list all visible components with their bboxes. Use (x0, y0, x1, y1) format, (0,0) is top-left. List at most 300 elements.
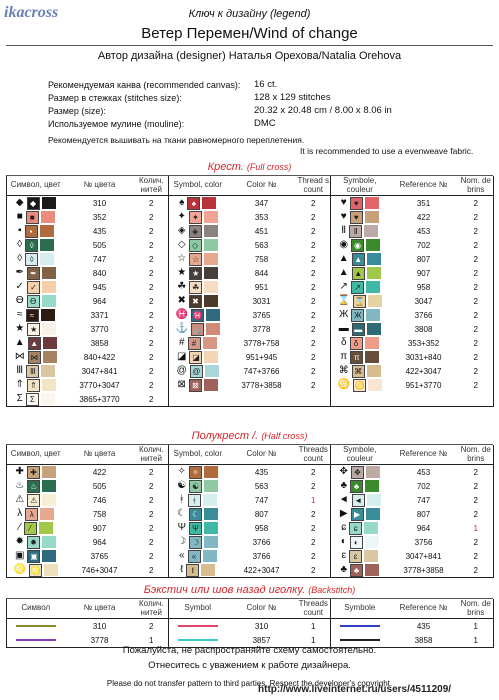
cross-header-sym: Символ, цвет (7, 176, 65, 196)
color-number-cell: 3047+841 (81, 366, 118, 376)
half-header-num: Color № (227, 445, 297, 465)
cross-row (7, 280, 494, 294)
stitch-symbol: ♓ (175, 309, 188, 321)
color-number-cell: 435 (416, 621, 431, 631)
boxed-symbol: ★ (189, 267, 202, 280)
symbol-cell (331, 364, 389, 378)
color-number-cell: 3858 (389, 633, 459, 648)
boxed-symbol: ✦ (189, 211, 202, 224)
symbol-cell (7, 224, 65, 238)
color-number-cell: 310 (92, 621, 107, 631)
boxed-symbol: ♣ (350, 480, 363, 493)
symbol-cell (7, 392, 65, 407)
color-swatch (40, 508, 54, 520)
thread-count-cell: 1 (297, 633, 331, 648)
stitch-symbol: ▣ (15, 550, 25, 562)
stitch-symbol: ◊ (17, 253, 23, 265)
symbol-cell (7, 280, 65, 294)
color-swatch (364, 225, 378, 237)
color-swatch (42, 550, 56, 562)
color-swatch (201, 564, 215, 576)
symbol-cell (169, 266, 227, 280)
symbol-cell (169, 350, 227, 364)
stitch-symbol: ♣ (340, 480, 348, 492)
half-row (7, 563, 494, 578)
boxed-symbol: ✚ (27, 466, 40, 479)
boxed-symbol: ★ (27, 323, 40, 336)
color-swatch (366, 466, 380, 478)
cross-header-sym: Symbol, color (169, 176, 227, 196)
symbol-cell (331, 308, 389, 322)
symbol-cell (169, 465, 227, 480)
symbol-cell (7, 549, 65, 563)
symbol-cell (7, 252, 65, 266)
info-value-size-stitches: 128 x 129 stitches (254, 92, 331, 103)
stitch-symbol: δ (340, 337, 347, 349)
thread-count-cell: 2 (297, 350, 331, 364)
color-number-cell: 3371 (90, 310, 109, 320)
half-header-num: Reference № (389, 445, 459, 465)
boxed-symbol: ♣ (350, 564, 363, 577)
color-number-cell: 758 (92, 509, 107, 519)
color-number-cell: 505 (92, 240, 107, 250)
color-number-cell: 840+422 (83, 352, 116, 362)
half-header-sym: Symbole, couleur (331, 445, 389, 465)
backstitch-line-cell (7, 619, 65, 634)
symbol-cell (7, 210, 65, 224)
half-section-title: Полукрест /. (Half cross) (191, 430, 308, 442)
stitch-symbol: ✖ (177, 295, 186, 307)
color-number-cell: 746+3047 (65, 563, 135, 578)
boxed-symbol: # (188, 337, 201, 350)
thread-count-cell: 2 (135, 563, 169, 578)
half-cross-table (6, 445, 494, 578)
boxed-symbol: ◆ (27, 197, 40, 210)
thread-count-cell (459, 392, 494, 407)
thread-count-cell: 2 (135, 364, 169, 378)
symbol-cell (7, 563, 65, 578)
stitch-symbol: ♥ (340, 211, 347, 223)
footer-en: Please do not transfer pattern to third parties. Respect the developer's copyright. (106, 679, 393, 688)
stitch-symbol: ■ (16, 211, 23, 223)
thread-count-cell: 2 (297, 364, 331, 378)
ikacross-logo: ikacross (4, 4, 59, 21)
color-swatch (365, 536, 379, 548)
cross-row (7, 266, 494, 280)
color-number-cell: 958 (416, 282, 431, 292)
boxed-symbol: λ (25, 508, 38, 521)
thread-count-cell: 2 (297, 535, 331, 549)
half-header-num: № цвета (65, 445, 135, 465)
thread-count-cell: 2 (297, 294, 331, 308)
symbol-cell (331, 294, 389, 308)
color-number-cell: 951+3770 (405, 380, 442, 390)
boxed-symbol: ☘ (189, 281, 202, 294)
color-number-cell: 453 (416, 226, 431, 236)
thread-count-cell: 2 (459, 563, 494, 578)
boxed-symbol: ✧ (189, 466, 202, 479)
color-number-cell: 3770+3047 (79, 380, 120, 390)
info-value-mouline: DMC (254, 118, 276, 129)
color-swatch (205, 365, 219, 377)
symbol-cell (7, 266, 65, 280)
color-number-cell: 3778+3858 (389, 563, 459, 578)
color-swatch (367, 253, 381, 265)
stitch-symbol: ⚠ (15, 494, 25, 506)
symbol-cell (7, 479, 65, 493)
stitch-symbol: ⌛ (337, 295, 350, 307)
stitch-symbol: ✒ (15, 267, 24, 279)
color-swatch (43, 337, 57, 349)
symbol-cell (7, 507, 65, 521)
boxed-symbol: ▣ (27, 550, 40, 563)
boxed-symbol: ⊠ (189, 379, 202, 392)
watermark-url[interactable]: http://www.liveinternet.ru/users/4511209/ (258, 684, 452, 695)
cross-row (7, 224, 494, 238)
symbol-cell (169, 294, 227, 308)
boxed-symbol: ≈ (26, 309, 39, 322)
stitch-symbol: ☘ (177, 281, 187, 293)
thread-count-cell: 2 (297, 507, 331, 521)
thread-count-cell: 2 (135, 238, 169, 252)
thread-count-cell: 2 (135, 196, 169, 211)
color-number-cell: 353 (254, 212, 269, 222)
color-swatch (204, 281, 218, 293)
back-section-title: Бэкстич или шов назад иголку. (Backstitch) (143, 584, 356, 596)
back-row (7, 619, 494, 634)
color-swatch (42, 267, 56, 279)
thread-count-cell: 2 (297, 322, 331, 336)
color-number-cell: 951 (254, 282, 269, 292)
stitch-symbol: ⊠ (177, 379, 186, 391)
color-swatch (204, 466, 218, 478)
color-number-cell: 964 (92, 296, 107, 306)
symbol-cell (331, 563, 389, 578)
thread-count-cell: 2 (459, 336, 494, 350)
symbol-cell (169, 549, 227, 563)
symbol-cell (331, 493, 389, 507)
symbol-cell (7, 350, 65, 364)
stitch-symbol: ✦ (177, 211, 186, 223)
boxed-symbol: ✓ (27, 281, 40, 294)
boxed-symbol: ◇ (189, 239, 202, 252)
thread-count-cell: 2 (459, 364, 494, 378)
color-number-cell: 435 (92, 226, 107, 236)
cross-row (7, 196, 494, 211)
color-swatch (42, 197, 56, 209)
thread-count-cell: 2 (459, 210, 494, 224)
stitch-symbol: ⚓ (175, 323, 188, 335)
color-swatch (40, 225, 54, 237)
color-swatch (42, 466, 56, 478)
half-header-cnt: Nom. de brins (459, 445, 494, 465)
boxed-symbol: ♥ (350, 197, 363, 210)
thread-count-cell: 2 (459, 535, 494, 549)
stitch-symbol: ▬ (338, 323, 349, 335)
symbol-cell (331, 336, 389, 350)
color-number-cell: 3047+841 (405, 551, 442, 561)
cross-row (7, 392, 494, 407)
thread-count-cell: 2 (459, 322, 494, 336)
half-row (7, 479, 494, 493)
color-number-cell: 702 (416, 240, 431, 250)
color-number-cell: 807 (254, 509, 269, 519)
thread-count-cell: 2 (297, 280, 331, 294)
thread-count-cell: 2 (135, 535, 169, 549)
boxed-symbol: ◊ (25, 239, 38, 252)
color-swatch (40, 253, 54, 265)
stitch-symbol: ✥ (339, 466, 348, 478)
color-swatch (367, 494, 381, 506)
boxed-symbol: ☽ (189, 536, 202, 549)
full-cross-table (6, 176, 494, 407)
thread-count-cell: 2 (297, 224, 331, 238)
color-number-cell: 3766 (252, 537, 271, 547)
symbol-cell (7, 308, 65, 322)
color-swatch (41, 393, 55, 405)
boxed-symbol: ϴ (27, 295, 40, 308)
color-swatch (203, 337, 217, 349)
color-number-cell: 758 (254, 254, 269, 264)
cross-row (7, 210, 494, 224)
boxed-symbol: ⇑ (27, 379, 40, 392)
symbol-cell (331, 224, 389, 238)
boxed-symbol: ♓ (192, 310, 203, 320)
boxed-symbol: ⚠ (27, 494, 40, 507)
boxed-symbol: ◐ (350, 536, 363, 549)
color-swatch (204, 508, 218, 520)
color-number-cell: 747 (254, 495, 269, 505)
stitch-symbol: Ⅱ (341, 225, 347, 237)
symbol-cell (331, 465, 389, 480)
symbol-cell (169, 493, 227, 507)
backstitch-line-cell (331, 619, 389, 634)
back-header-cnt: Threads count (297, 599, 331, 619)
stitch-symbol: ♠ (179, 197, 185, 209)
color-swatch (44, 564, 58, 576)
stitch-symbol: ɛ (341, 550, 347, 562)
backstitch-line (178, 639, 218, 641)
color-swatch (203, 494, 217, 506)
symbol-cell (169, 196, 227, 211)
stitch-symbol: ◈ (177, 225, 186, 237)
color-swatch (203, 550, 217, 562)
thread-count-cell: 2 (459, 196, 494, 211)
symbol-cell (169, 378, 227, 392)
color-number-cell: 951+945 (245, 352, 278, 362)
color-swatch (368, 295, 382, 307)
boxed-symbol: ♨ (27, 480, 40, 493)
stitch-symbol: ↗ (339, 281, 348, 293)
symbol-cell (331, 549, 389, 563)
thread-count-cell: 2 (459, 507, 494, 521)
info-value-canvas: 16 ct. (254, 79, 278, 90)
half-row (7, 535, 494, 549)
thread-count-cell: 2 (135, 479, 169, 493)
cross-row (7, 294, 494, 308)
symbol-cell (7, 378, 65, 392)
thread-count-cell: 2 (135, 465, 169, 480)
boxed-symbol: ◉ (351, 239, 364, 252)
color-swatch (204, 253, 218, 265)
boxed-symbol: ✥ (351, 466, 364, 479)
cross-row (7, 238, 494, 252)
color-number-cell: 422+3047 (405, 366, 442, 376)
half-header-sym: Symbol, color (169, 445, 227, 465)
color-number-cell: 3858 (90, 338, 109, 348)
boxed-symbol: ♥ (350, 211, 363, 224)
boxed-symbol: ⚓ (192, 324, 203, 334)
color-number-cell: 347 (254, 198, 269, 208)
color-swatch (39, 522, 53, 534)
color-number-cell: 435 (254, 467, 269, 477)
stitch-symbol: Ⅲ (16, 365, 24, 377)
color-number-cell: 747+3766 (243, 366, 280, 376)
symbol-cell (331, 280, 389, 294)
stitch-symbol: ▲ (14, 337, 25, 349)
thread-count-cell: 2 (297, 549, 331, 563)
color-number-cell: 3766 (414, 310, 433, 320)
footer-ru-2: Отнеситесь с уважением к работе дизайнера. (148, 660, 351, 671)
half-header-cnt: Колич. нитей (135, 445, 169, 465)
color-number-cell: 3765 (252, 310, 271, 320)
thread-count-cell: 2 (135, 224, 169, 238)
symbol-cell (169, 535, 227, 549)
symbol-cell (169, 521, 227, 535)
color-swatch (365, 197, 379, 209)
boxed-symbol: ⌛ (354, 296, 365, 306)
color-swatch (206, 323, 220, 335)
back-header-num: № цвета (65, 599, 135, 619)
color-swatch (204, 225, 218, 237)
stitch-symbol: ☾ (177, 508, 187, 520)
color-number-cell: 702 (416, 481, 431, 491)
color-swatch (42, 480, 56, 492)
color-number-cell: 3808 (414, 324, 433, 334)
color-number-cell: 746 (92, 495, 107, 505)
stitch-symbol: ɕ (341, 522, 347, 534)
color-number-cell: 3047 (414, 296, 433, 306)
symbol-cell (331, 479, 389, 493)
cross-row (7, 336, 494, 350)
thread-count-cell: 2 (135, 252, 169, 266)
color-number-cell: 958 (254, 523, 269, 533)
color-swatch (365, 351, 379, 363)
thread-count-cell: 2 (135, 507, 169, 521)
stitch-symbol: λ (17, 508, 23, 520)
stitch-symbol: ⁄ (18, 522, 21, 534)
color-swatch (204, 379, 218, 391)
stitch-symbol: ☽ (177, 536, 187, 548)
color-number-cell: 747 (416, 495, 431, 505)
symbol-cell (331, 210, 389, 224)
thread-count-cell: 2 (459, 294, 494, 308)
color-swatch (42, 295, 56, 307)
thread-count-cell: 2 (135, 493, 169, 507)
symbol-cell (7, 322, 65, 336)
thread-count-cell: 2 (297, 210, 331, 224)
stitch-symbol: ✓ (15, 281, 24, 293)
thread-count-cell: 2 (297, 465, 331, 480)
stitch-symbol: ᚼ (178, 494, 185, 506)
color-number-cell: 3778 (65, 633, 135, 648)
half-row (7, 549, 494, 563)
symbol-cell (7, 294, 65, 308)
color-number-cell: 505 (92, 481, 107, 491)
boxed-symbol: ♌ (30, 565, 41, 575)
back-header-sym: Symbole (331, 599, 389, 619)
color-number-cell: 3765 (90, 551, 109, 561)
thread-count-cell: 1 (459, 619, 494, 634)
boxed-symbol: ⌘ (352, 365, 365, 378)
stitch-symbol: ★ (15, 323, 25, 335)
boxed-symbol: ■ (26, 211, 39, 224)
legend-title: Ключ к дизайну (legend) (188, 8, 311, 20)
color-number-cell (227, 392, 297, 407)
boxed-symbol: ✖ (189, 295, 202, 308)
thread-count-cell: 2 (135, 280, 169, 294)
cross-row (7, 364, 494, 378)
symbol-cell (7, 521, 65, 535)
color-number-cell: 840 (92, 268, 107, 278)
color-number-cell: 3031+840 (405, 352, 442, 362)
symbol-cell (331, 392, 389, 407)
color-number-cell: 844 (254, 268, 269, 278)
symbol-cell (331, 238, 389, 252)
thread-count-cell: 2 (459, 493, 494, 507)
half-row (7, 465, 494, 480)
thread-count-cell: 2 (297, 252, 331, 266)
cross-row (7, 308, 494, 322)
color-number-cell: 907 (416, 268, 431, 278)
color-swatch (43, 351, 57, 363)
boxed-symbol: ☾ (189, 508, 202, 521)
thread-count-cell: 2 (135, 350, 169, 364)
color-number-cell: 3778+758 (243, 338, 280, 348)
boxed-symbol: ◪ (189, 351, 202, 364)
thread-count-cell: 1 (297, 493, 331, 507)
symbol-cell (169, 392, 227, 407)
thread-count-cell: 2 (297, 308, 331, 322)
color-swatch (204, 239, 218, 251)
color-number-cell: 964 (92, 537, 107, 547)
back-header-sym: Символ (7, 599, 65, 619)
symbol-cell (7, 493, 65, 507)
stitch-symbol: ♥ (340, 197, 347, 209)
thread-count-cell: 1 (459, 521, 494, 535)
thread-count-cell: 2 (297, 479, 331, 493)
cross-row (7, 322, 494, 336)
stitch-symbol: Σ (16, 393, 23, 405)
stitch-symbol: ✹ (15, 536, 24, 548)
symbol-cell (331, 535, 389, 549)
thread-count-cell: 2 (459, 308, 494, 322)
note-en: It is recommended to use a evenweave fabric. (300, 146, 474, 156)
symbol-cell (169, 479, 227, 493)
color-number-cell: 964 (416, 523, 431, 533)
stitch-symbol: ♣ (340, 564, 348, 576)
symbol-cell (169, 252, 227, 266)
thread-count-cell: 2 (135, 210, 169, 224)
color-swatch (42, 379, 56, 391)
cross-header-num: Reference № (389, 176, 459, 196)
color-swatch (366, 281, 380, 293)
color-swatch (365, 564, 379, 576)
info-label-canvas: Рекомендуемая канва (recommended canvas): (48, 80, 241, 90)
cross-header-cnt: Thread s count (297, 176, 330, 194)
stitch-symbol: ◆ (15, 197, 24, 209)
color-swatch (367, 323, 381, 335)
